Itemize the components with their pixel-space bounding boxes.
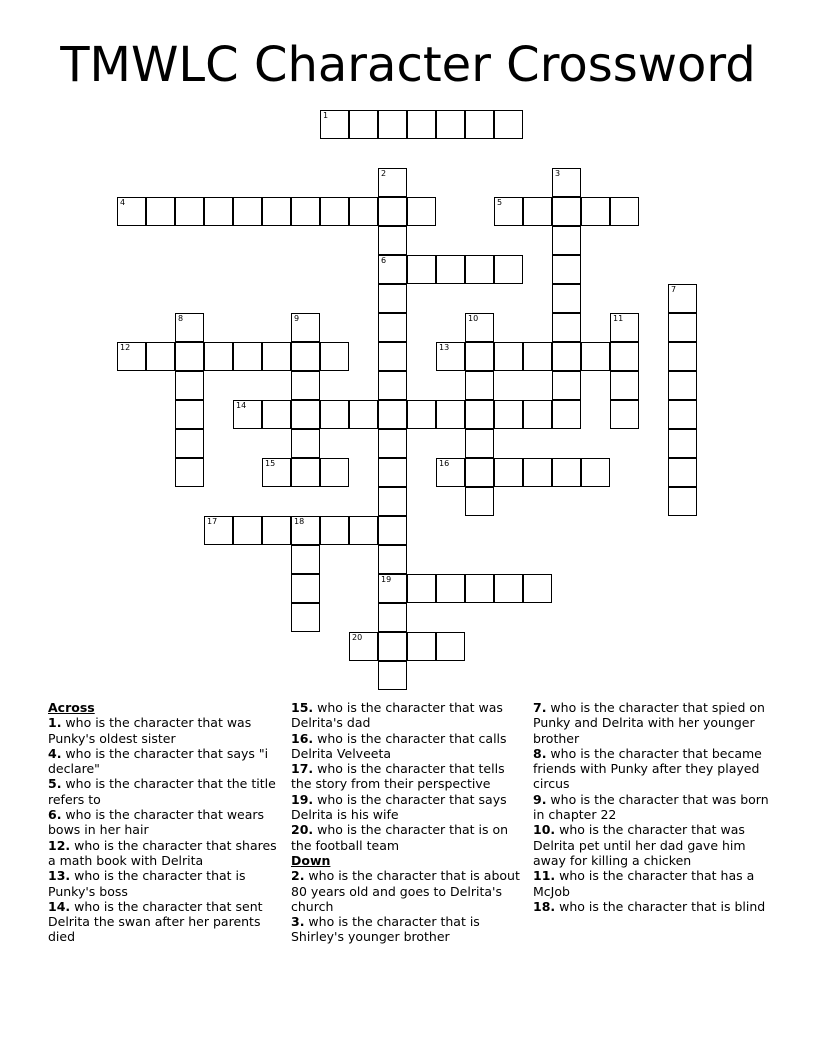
clue-number: 4 (120, 198, 126, 207)
grid-cell[interactable] (349, 400, 378, 429)
clues-column-3 (533, 700, 773, 914)
grid-cell[interactable] (436, 400, 465, 429)
clue-number: 20 (352, 633, 363, 642)
clue-number: 3 (555, 169, 561, 178)
clue-number: 7 (671, 285, 677, 294)
grid-cell[interactable] (465, 400, 494, 429)
clue-label: 15. (291, 700, 314, 715)
clue-label: 16. (291, 730, 314, 746)
grid-cell[interactable] (552, 458, 581, 487)
grid-cell[interactable] (552, 371, 581, 400)
grid-cell[interactable] (407, 255, 436, 284)
grid-cell[interactable] (175, 371, 204, 400)
clue-text: who is the character that calls Delrita Velveeta (291, 730, 507, 761)
clue-text: who is the character that was Punky's oldest sister (48, 715, 252, 746)
grid-cell[interactable] (552, 284, 581, 313)
across-clue (291, 700, 527, 731)
grid-cell[interactable] (378, 255, 407, 284)
clue-number: 17 (207, 517, 218, 526)
clue-number: 18 (294, 517, 305, 526)
grid-cell[interactable] (436, 255, 465, 284)
clue-text: who is the character that was born in chapter 22 (533, 791, 769, 823)
grid-cell[interactable] (291, 516, 320, 545)
clue-label: 9. (533, 791, 547, 807)
clue-label: 14. (48, 898, 71, 914)
down-clue (533, 792, 773, 823)
grid-cell[interactable] (494, 110, 523, 139)
down-clue (533, 822, 773, 868)
grid-cell[interactable] (552, 226, 581, 255)
grid-cell[interactable] (320, 400, 349, 429)
grid-cell[interactable] (668, 400, 697, 429)
clue-number: 15 (265, 459, 276, 468)
clue-label: 13. (48, 868, 71, 884)
clue-label: 19. (291, 791, 314, 807)
clue-label: 2. (291, 868, 305, 884)
grid-cell[interactable] (378, 110, 407, 139)
grid-cell[interactable] (523, 197, 552, 226)
grid-cell[interactable] (291, 545, 320, 574)
grid-cell[interactable] (233, 400, 262, 429)
grid-cell[interactable] (175, 313, 204, 342)
grid-cell[interactable] (494, 458, 523, 487)
grid-cell[interactable] (233, 197, 262, 226)
grid-cell[interactable] (291, 458, 320, 487)
grid-cell[interactable] (494, 574, 523, 603)
grid-cell[interactable] (262, 400, 291, 429)
grid-cell[interactable] (378, 313, 407, 342)
grid-cell[interactable] (204, 342, 233, 371)
clue-text: who is the character that is blind (555, 898, 766, 914)
grid-cell[interactable] (552, 255, 581, 284)
clue-label: 17. (291, 761, 314, 777)
grid-cell[interactable] (465, 574, 494, 603)
grid-cell[interactable] (262, 342, 291, 371)
grid-cell[interactable] (378, 458, 407, 487)
grid-cell[interactable] (668, 371, 697, 400)
grid-cell[interactable] (494, 255, 523, 284)
grid-cell[interactable] (581, 342, 610, 371)
grid-cell[interactable] (233, 516, 262, 545)
grid-cell[interactable] (117, 342, 146, 371)
grid-cell[interactable] (407, 400, 436, 429)
grid-cell[interactable] (407, 110, 436, 139)
grid-cell[interactable] (523, 400, 552, 429)
grid-cell[interactable] (610, 371, 639, 400)
grid-cell[interactable] (175, 400, 204, 429)
grid-cell[interactable] (175, 342, 204, 371)
grid-cell[interactable] (668, 429, 697, 458)
down-clue (291, 868, 527, 914)
grid-cell[interactable] (610, 400, 639, 429)
clue-number: 16 (439, 459, 450, 468)
clue-text: who is the character that the title refers to (48, 776, 276, 807)
grid-cell[interactable] (349, 197, 378, 226)
down-header: Down (291, 852, 331, 868)
grid-cell[interactable] (407, 574, 436, 603)
grid-cell[interactable] (465, 487, 494, 516)
across-clue (48, 715, 278, 746)
grid-cell[interactable] (378, 545, 407, 574)
grid-cell[interactable] (494, 342, 523, 371)
clue-number: 9 (294, 314, 300, 323)
clues-column-2 (291, 700, 527, 945)
clue-text: who is the character that shares a math book with Delrita (48, 837, 277, 868)
across-header: Across (48, 700, 95, 715)
grid-cell[interactable] (291, 371, 320, 400)
grid-cell[interactable] (465, 429, 494, 458)
clue-text: who is the character that is Shirley's younger brother (291, 914, 480, 945)
grid-cell[interactable] (262, 197, 291, 226)
grid-cell[interactable] (175, 429, 204, 458)
grid-cell[interactable] (378, 516, 407, 545)
clue-label: 4. (48, 745, 62, 761)
clue-text: who is the character that became friends with Punky after they played circus (533, 745, 762, 792)
grid-cell[interactable] (552, 168, 581, 197)
grid-cell[interactable] (465, 342, 494, 371)
down-clue (533, 899, 773, 914)
grid-cell[interactable] (378, 429, 407, 458)
grid-cell[interactable] (349, 516, 378, 545)
grid-cell[interactable] (523, 574, 552, 603)
clue-number: 5 (497, 198, 503, 207)
clue-text: who is the character that is about 80 years old and goes to Delrita's church (291, 868, 520, 914)
clue-number: 12 (120, 343, 131, 352)
grid-cell[interactable] (117, 197, 146, 226)
clue-text: who is the character that is on the football team (291, 822, 509, 853)
grid-cell[interactable] (291, 429, 320, 458)
grid-cell[interactable] (494, 400, 523, 429)
clue-number: 14 (236, 401, 247, 410)
grid-cell[interactable] (146, 197, 175, 226)
clue-number: 6 (381, 256, 387, 265)
grid-cell[interactable] (581, 197, 610, 226)
grid-cell[interactable] (465, 110, 494, 139)
grid-cell[interactable] (349, 632, 378, 661)
clue-text: who is the character that has a McJob (533, 868, 755, 899)
grid-cell[interactable] (349, 110, 378, 139)
page-title: TMWLC Character Crossword (60, 37, 756, 93)
clue-label: 6. (48, 807, 62, 823)
grid-cell[interactable] (436, 458, 465, 487)
grid-cell[interactable] (436, 574, 465, 603)
grid-cell[interactable] (436, 342, 465, 371)
grid-cell[interactable] (204, 516, 233, 545)
grid-cell[interactable] (146, 342, 175, 371)
clue-number: 8 (178, 314, 184, 323)
clue-text: who is the character that spied on Punky and Delrita with her younger brother (533, 700, 765, 746)
clue-label: 5. (48, 776, 62, 792)
clues-column-1 (48, 700, 278, 945)
clue-text: who is the character that wears bows in her hair (48, 807, 265, 838)
grid-cell[interactable] (552, 197, 581, 226)
clue-text: who is the character that tells the story from their perspective (291, 761, 505, 792)
clue-label: 10. (533, 822, 556, 838)
grid-cell[interactable] (378, 371, 407, 400)
across-clue (48, 776, 278, 807)
grid-cell[interactable] (291, 603, 320, 632)
down-clue (291, 914, 527, 945)
clue-label: 1. (48, 715, 62, 731)
grid-cell[interactable] (175, 197, 204, 226)
grid-cell[interactable] (378, 197, 407, 226)
clue-label: 11. (533, 868, 556, 884)
across-clue (291, 731, 527, 762)
across-clue (48, 746, 278, 777)
grid-cell[interactable] (552, 313, 581, 342)
across-clue (291, 761, 527, 792)
grid-cell[interactable] (378, 284, 407, 313)
grid-cell[interactable] (378, 226, 407, 255)
clue-number: 10 (468, 314, 479, 323)
clue-number: 1 (323, 111, 329, 120)
down-clue (533, 868, 773, 899)
grid-cell[interactable] (320, 458, 349, 487)
grid-cell[interactable] (320, 197, 349, 226)
clue-number: 11 (613, 314, 624, 323)
across-clue (291, 822, 527, 853)
grid-cell[interactable] (668, 313, 697, 342)
clue-text: who is the character that sent Delrita the swan after her parents died (48, 898, 263, 945)
clue-text: who is the character that says Delrita is his wife (291, 791, 507, 823)
grid-cell[interactable] (465, 458, 494, 487)
grid-cell[interactable] (262, 516, 291, 545)
clue-number: 2 (381, 169, 387, 178)
across-clue (291, 792, 527, 823)
across-clue (48, 838, 278, 869)
grid-cell[interactable] (610, 313, 639, 342)
grid-cell[interactable] (378, 661, 407, 690)
grid-cell[interactable] (552, 342, 581, 371)
grid-cell[interactable] (378, 632, 407, 661)
across-clue (48, 899, 278, 945)
grid-cell[interactable] (291, 342, 320, 371)
grid-cell[interactable] (465, 313, 494, 342)
grid-cell[interactable] (494, 197, 523, 226)
grid-cell[interactable] (407, 197, 436, 226)
grid-cell[interactable] (523, 342, 552, 371)
grid-cell[interactable] (378, 574, 407, 603)
grid-cell[interactable] (668, 487, 697, 516)
grid-cell[interactable] (378, 342, 407, 371)
grid-cell[interactable] (320, 110, 349, 139)
grid-cell[interactable] (436, 110, 465, 139)
grid-cell[interactable] (523, 458, 552, 487)
grid-cell[interactable] (378, 400, 407, 429)
clue-label: 12. (48, 837, 71, 853)
grid-cell[interactable] (204, 197, 233, 226)
grid-cell[interactable] (233, 342, 262, 371)
clue-text: who is the character that was Delrita's dad (291, 700, 503, 731)
grid-cell[interactable] (668, 284, 697, 313)
grid-cell[interactable] (291, 197, 320, 226)
clue-text: who is the character that is Punky's boss (48, 868, 246, 899)
grid-cell[interactable] (610, 197, 639, 226)
grid-cell[interactable] (378, 603, 407, 632)
clue-label: 3. (291, 914, 305, 930)
grid-cell[interactable] (291, 400, 320, 429)
across-clue (48, 807, 278, 838)
clue-label: 18. (533, 898, 556, 914)
grid-cell[interactable] (465, 255, 494, 284)
grid-cell[interactable] (407, 632, 436, 661)
grid-cell[interactable] (668, 458, 697, 487)
grid-cell[interactable] (378, 487, 407, 516)
grid-cell[interactable] (262, 458, 291, 487)
grid-cell[interactable] (668, 342, 697, 371)
clue-label: 8. (533, 745, 547, 761)
grid-cell[interactable] (291, 574, 320, 603)
clue-text: who is the character that was Delrita pet until her dad gave him away for killing a chicken (533, 822, 746, 868)
grid-cell[interactable] (320, 342, 349, 371)
clue-text: who is the character that says "i declare" (48, 745, 269, 777)
down-clue (533, 746, 773, 792)
grid-cell[interactable] (610, 342, 639, 371)
grid-cell[interactable] (175, 458, 204, 487)
clue-number: 13 (439, 343, 450, 352)
down-clue (533, 700, 773, 746)
clue-number: 19 (381, 575, 392, 584)
grid-cell[interactable] (552, 400, 581, 429)
grid-cell[interactable] (378, 168, 407, 197)
clue-label: 7. (533, 700, 547, 715)
across-clue (48, 868, 278, 899)
clue-label: 20. (291, 822, 314, 838)
grid-cell[interactable] (320, 516, 349, 545)
grid-cell[interactable] (581, 458, 610, 487)
grid-cell[interactable] (465, 371, 494, 400)
grid-cell[interactable] (291, 313, 320, 342)
grid-cell[interactable] (436, 632, 465, 661)
